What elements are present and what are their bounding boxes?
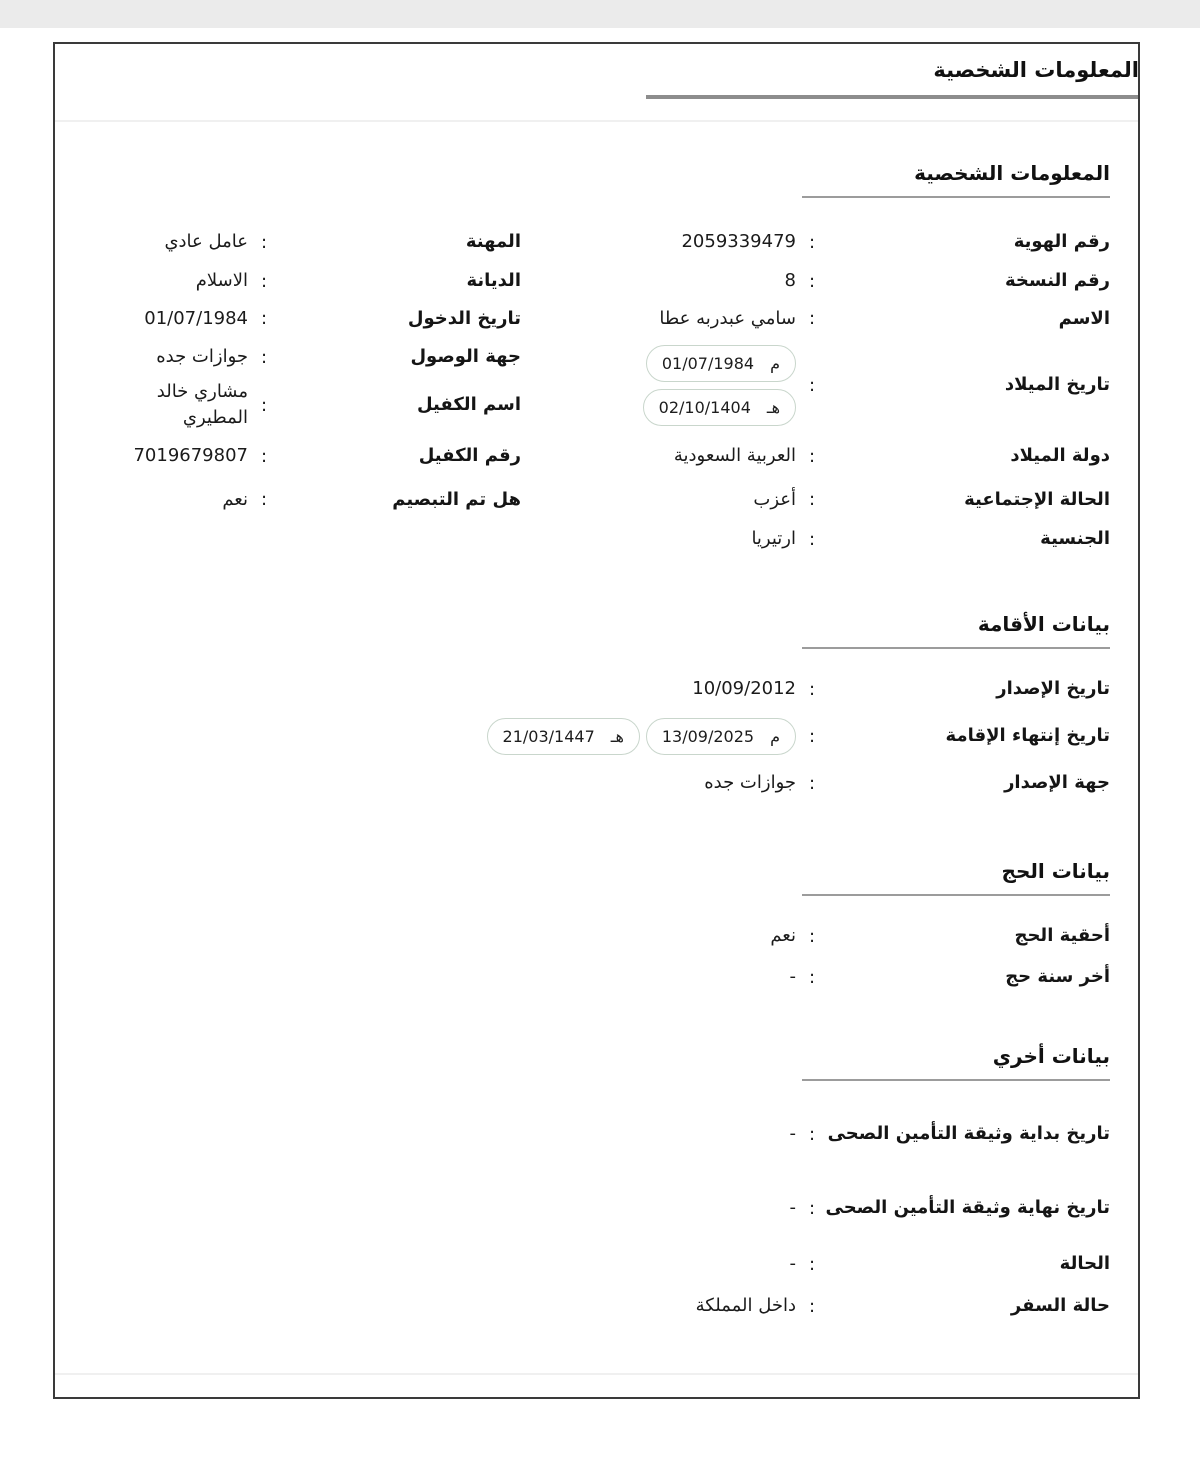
hijri-date: 21/03/1447 [502,726,595,746]
field-row-marital-status [658,479,1110,520]
expiry-date-pills [487,718,806,755]
other-rows [83,1096,1110,1328]
colon-separator: : [808,308,816,329]
residence-rows [83,667,1110,805]
section-title: بيانات الحج [1001,859,1110,883]
hajj-rows [83,914,1110,996]
field-row-copy-number [658,262,1110,300]
card-footer-divider [55,1373,1138,1375]
colon-separator: : [808,1253,816,1275]
page-title: المعلومات الشخصية [933,58,1139,82]
field-label: هل تم التبصيم [392,488,521,510]
section-title: بيانات الأقامة [977,612,1110,636]
gregorian-date-pill [646,345,796,382]
colon-separator: : [808,1123,816,1145]
field-row-arrival-port [83,337,521,377]
colon-separator: : [260,308,268,329]
colon-separator: : [808,678,816,700]
field-value: الاسلام [195,270,248,291]
field-row-issue-date [83,667,1110,711]
section-title: المعلومات الشخصية [914,161,1110,185]
section-title-rule [802,196,1110,198]
top-gray-strip [0,0,1200,28]
section-title: بيانات أخري [992,1044,1110,1068]
colon-separator: : [808,1197,816,1219]
colon-separator: : [808,270,816,292]
field-row-occupation [83,222,521,262]
colon-separator: : [808,925,816,947]
colon-separator: : [260,270,268,292]
colon-separator: : [260,394,268,416]
field-label: تاريخ إنتهاء الإقامة [945,725,1110,746]
title-underline-bar [646,95,1138,99]
colon-separator: : [808,1295,816,1317]
field-value: عامل عادي [164,231,248,252]
colon-separator: : [260,346,268,368]
field-label: الحالة الإجتماعية [964,488,1110,510]
colon-separator: : [808,772,816,794]
personal-info-card [53,42,1140,1399]
field-value: نعم [770,925,796,946]
hijri-marker: هـ [610,726,624,746]
colon-separator: : [808,489,816,510]
field-value: جوازات جده [704,772,796,793]
field-row-travel-status [83,1284,1110,1328]
field-row-entry-date [83,300,521,337]
field-row-religion [83,262,521,300]
field-label: أخر سنة حج [1005,966,1110,987]
field-row-last-hajj-year [83,958,1110,996]
field-label: جهة الإصدار [1004,772,1110,793]
field-value: سامي عبدربه عطا [659,307,796,329]
field-label: الجنسية [1040,528,1110,549]
card-body [55,159,1138,1328]
field-value: جوازات جده [156,346,248,367]
field-value: مشاري خالد المطيري [156,381,248,428]
field-label: تاريخ الدخول [407,307,521,329]
field-label: دولة الميلاد [1010,445,1110,466]
field-row-residence-expiry [83,711,1110,761]
field-row-insurance-end [83,1172,1110,1244]
gregorian-date: 01/07/1984 [661,353,755,373]
field-value: 01/07/1984 [144,307,248,329]
field-label: تاريخ الإصدار [996,678,1110,699]
colon-separator: : [808,725,816,747]
field-value: ارتيريا [751,528,796,549]
field-value: نعم [222,488,248,510]
section-residence-data [83,610,1110,805]
field-value: - [789,1197,796,1218]
field-value: 7019679807 [133,445,248,466]
field-row-hajj-eligibility [83,914,1110,958]
field-label: الاسم [1058,307,1110,329]
personal-right-column [658,222,1110,558]
field-label: جهة الوصول [410,346,521,367]
field-label: أحقية الحج [1014,925,1110,946]
field-row-birth-country [658,433,1110,479]
field-value: - [789,1123,796,1144]
field-label: الحالة [1059,1253,1110,1274]
field-row-nationality [658,520,1110,558]
field-row-sponsor-number [83,433,521,479]
personal-left-column [83,222,521,558]
hijri-date: 02/10/1404 [658,397,751,417]
gregorian-date-pill [646,718,796,755]
card-header [55,44,1138,122]
field-value: أعزب [753,488,796,510]
colon-separator: : [808,374,816,396]
field-value: داخل المملكة [695,1295,796,1316]
field-value: - [789,1253,796,1274]
colon-separator: : [808,528,816,550]
field-label: تاريخ الميلاد [1004,374,1110,395]
colon-separator: : [808,231,816,253]
colon-separator: : [260,231,268,253]
colon-separator: : [260,445,268,467]
gregorian-date: 13/09/2025 [661,726,755,746]
field-label: رقم الكفيل [418,445,521,466]
personal-info-columns [83,222,1110,558]
field-label: رقم الهوية [1013,231,1110,252]
field-label: اسم الكفيل [416,394,521,415]
field-label: رقم النسخة [1004,270,1110,291]
gregorian-marker: م [770,726,780,746]
section-title-rule [802,894,1110,896]
section-title-rule [802,647,1110,649]
field-row-fingerprinted [83,479,521,520]
field-row-birth-date [658,337,1110,433]
birth-date-pills [643,345,806,426]
field-label: تاريخ نهاية وثيقة التأمين الصحى [825,1197,1110,1218]
gregorian-marker: م [770,353,780,373]
field-value: - [789,966,796,987]
field-row-id-number [658,222,1110,262]
field-value: 8 [784,270,796,291]
hijri-marker: هـ [766,397,780,417]
hijri-date-pill [643,389,796,426]
colon-separator: : [260,489,268,510]
field-label: الديانة [466,270,521,291]
field-row-name [658,300,1110,337]
field-value: 10/09/2012 [692,678,796,699]
section-hajj-data [83,857,1110,996]
colon-separator: : [808,445,816,467]
field-value: العربية السعودية [673,445,796,466]
field-row-insurance-start [83,1096,1110,1172]
field-label: حالة السفر [1010,1295,1110,1316]
field-row-status [83,1244,1110,1284]
field-row-issuing-authority [83,761,1110,805]
field-row-sponsor-name [83,377,521,433]
field-value: 2059339479 [681,231,796,252]
section-other-data [83,1042,1110,1328]
field-label: تاريخ بداية وثيقة التأمين الصحى [827,1123,1110,1144]
field-label: المهنة [465,231,521,252]
colon-separator: : [808,966,816,988]
section-title-rule [802,1079,1110,1081]
hijri-date-pill [487,718,640,755]
section-personal-info [83,159,1110,558]
